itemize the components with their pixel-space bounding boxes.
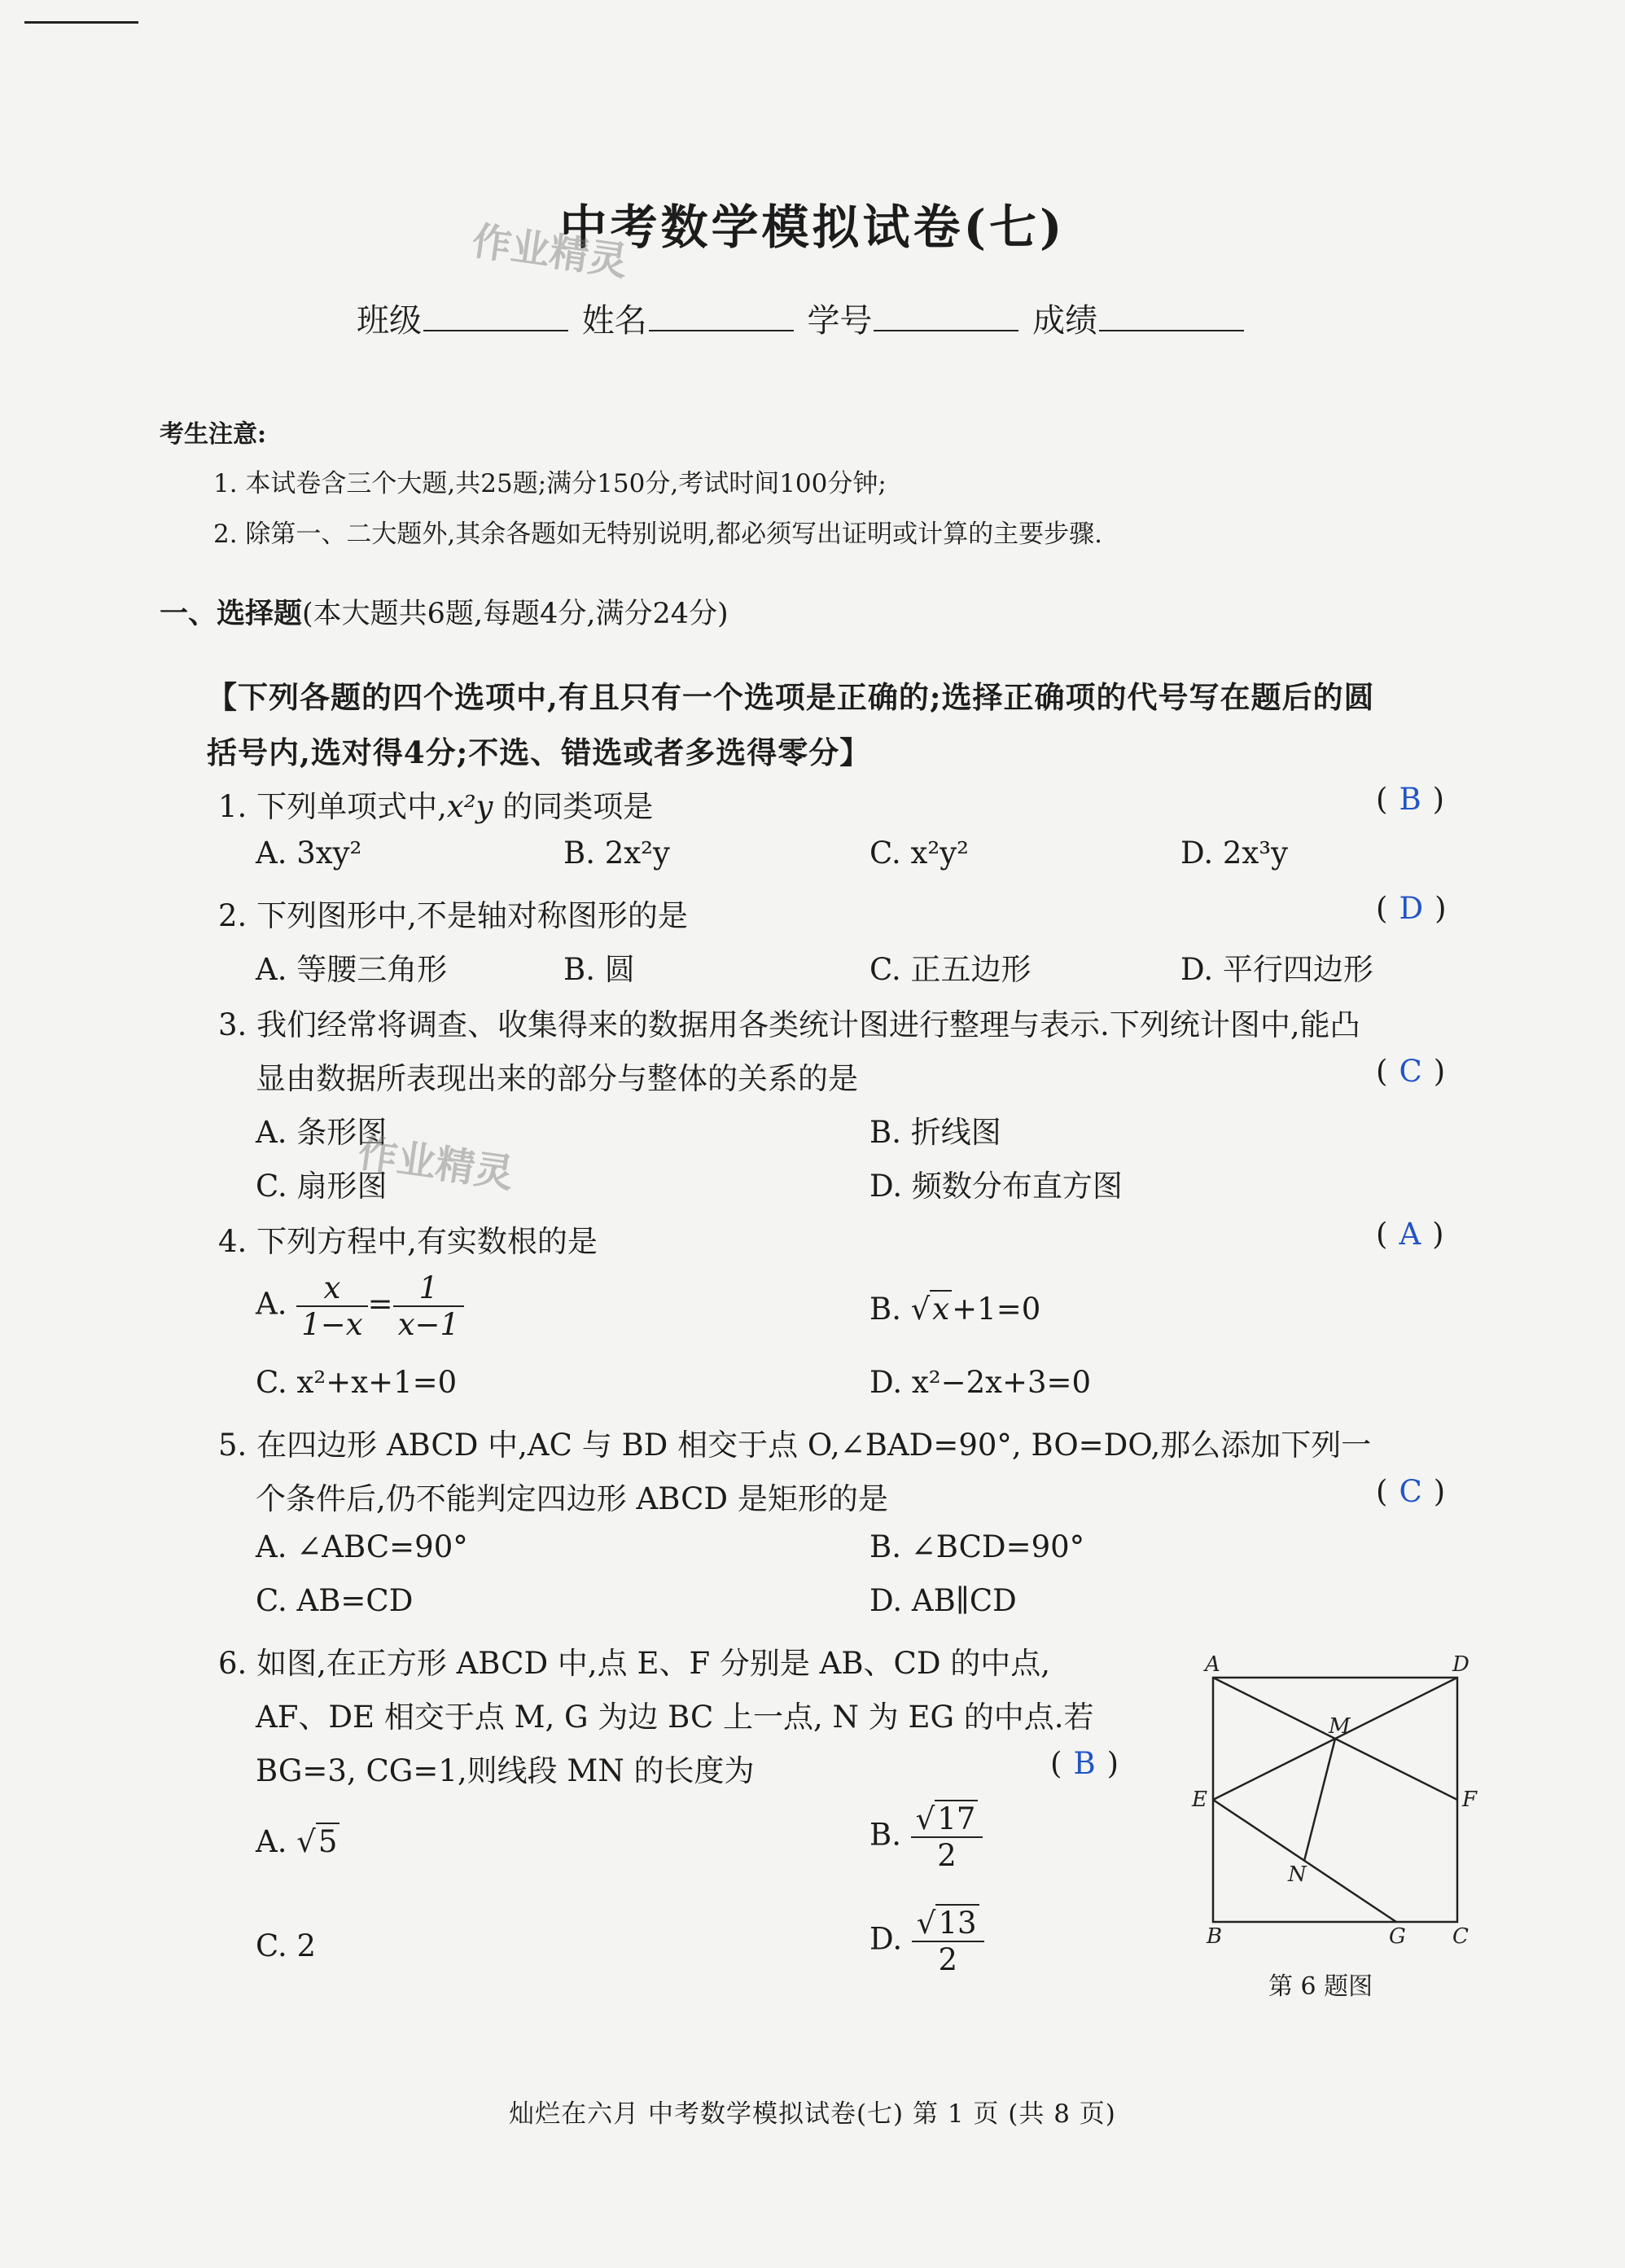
point-label-d: D xyxy=(1452,1652,1470,1677)
point-label-g: G xyxy=(1389,1924,1406,1949)
option-label: B. xyxy=(869,1292,901,1327)
score-label: 成绩 xyxy=(1032,302,1098,340)
radicand: 5 xyxy=(316,1823,340,1859)
section-title: 一、选择题 xyxy=(160,597,303,630)
point-label-f: F xyxy=(1462,1788,1478,1812)
question-5-stem-cont: 个条件后,仍不能判定四边形 ABCD 是矩形的是 xyxy=(256,1481,888,1516)
question-1-prefix: 1. 下列单项式中, xyxy=(218,789,447,824)
denominator: 2 xyxy=(937,1838,957,1873)
option-b: B. 折线图 xyxy=(869,1115,1001,1150)
radicand: x xyxy=(930,1290,952,1327)
option-b xyxy=(869,1801,983,1873)
question-1-expr: x²y xyxy=(446,789,493,824)
answer-letter: C xyxy=(1399,1474,1422,1509)
question-6-stem-cont: BG=3, CG=1,则线段 MN 的长度为 xyxy=(256,1753,755,1788)
option-c: C. 正五边形 xyxy=(869,952,1032,987)
page-footer: 灿烂在六月 中考数学模拟试卷(七) 第 1 页 (共 8 页) xyxy=(509,2099,1116,2129)
answer-letter: C xyxy=(1399,1054,1422,1089)
answer-letter: A xyxy=(1399,1217,1421,1252)
point-label-b: B xyxy=(1207,1924,1223,1949)
question-3-answer: ( C ) xyxy=(1376,1054,1446,1089)
figure-caption: 第 6 题图 xyxy=(1268,1972,1373,2001)
question-2-stem: 2. 下列图形中,不是轴对称图形的是 xyxy=(218,898,688,933)
numerator: x xyxy=(296,1270,367,1307)
option-d: D. 平行四边形 xyxy=(1180,952,1373,987)
option-label: A. xyxy=(256,1824,287,1859)
option-d xyxy=(869,1906,984,1977)
radicand: 17 xyxy=(935,1800,978,1836)
denominator: 2 xyxy=(938,1942,957,1977)
id-label: 学号 xyxy=(807,302,873,340)
option-a: A. ∠ABC=90° xyxy=(256,1529,468,1564)
question-1-suffix: 的同类项是 xyxy=(493,789,654,824)
question-6-stem-cont: AF、DE 相交于点 M, G 为边 BC 上一点, N 为 EG 的中点.若 xyxy=(256,1700,1094,1735)
option-b: B. 圆 xyxy=(563,952,635,987)
point-label-c: C xyxy=(1452,1924,1469,1949)
radicand: 13 xyxy=(935,1904,979,1941)
corner-rule xyxy=(24,21,138,24)
class-blank[interactable] xyxy=(423,305,568,331)
point-label-n: N xyxy=(1288,1862,1307,1887)
option-b: B. 2x²y xyxy=(563,836,670,871)
option-c: C. 2 xyxy=(256,1928,317,1963)
option-c: C. 扇形图 xyxy=(256,1169,388,1204)
numerator: 1 xyxy=(393,1270,464,1307)
question-1-answer: ( B ) xyxy=(1376,782,1445,817)
equals: = xyxy=(367,1286,393,1322)
option-d: D. x²−2x+3=0 xyxy=(869,1365,1092,1400)
point-label-e: E xyxy=(1192,1788,1207,1812)
option-a: A. 条形图 xyxy=(256,1115,388,1150)
question-6-stem: 6. 如图,在正方形 ABCD 中,点 E、F 分别是 AB、CD 的中点, xyxy=(218,1646,1051,1681)
point-label-a: A xyxy=(1205,1652,1220,1677)
student-info-row xyxy=(357,295,1247,341)
answer-letter: B xyxy=(1073,1746,1096,1781)
name-label: 姓名 xyxy=(581,302,647,340)
answer-letter: D xyxy=(1399,891,1424,926)
option-label: D. xyxy=(869,1921,903,1957)
question-4-stem: 4. 下列方程中,有实数根的是 xyxy=(218,1224,598,1259)
option-c: C. AB=CD xyxy=(256,1583,414,1618)
fraction: $\frac{√17}{2}$ xyxy=(911,1801,983,1873)
option-a: A. √5 xyxy=(256,1824,339,1859)
question-2-answer: ( D ) xyxy=(1376,891,1447,926)
option-d: D. 频数分布直方图 xyxy=(869,1169,1123,1204)
segment-mn xyxy=(1304,1739,1335,1861)
section-subtitle: (本大题共6题,每题4分,满分24分) xyxy=(302,598,729,630)
fraction xyxy=(393,1270,464,1342)
option-d: D. 2x³y xyxy=(1180,836,1289,871)
question-3-stem-cont: 显由数据所表现出来的部分与整体的关系的是 xyxy=(256,1061,858,1096)
question-5-answer: ( C ) xyxy=(1376,1474,1446,1509)
notice-item: 1. 本试卷含三个大题,共25题;满分150分,考试时间100分钟; xyxy=(213,469,887,498)
page-title: 中考数学模拟试卷(七) xyxy=(559,200,1066,255)
watermark: 作业精灵 xyxy=(469,217,631,286)
option-a: A. 等腰三角形 xyxy=(256,952,448,987)
name-blank[interactable] xyxy=(649,305,794,331)
fraction: $\frac{√13}{2}$ xyxy=(912,1906,984,1977)
option-b: B. √x+1=0 xyxy=(869,1292,1041,1327)
question-1-stem xyxy=(218,782,653,826)
question-5-stem: 5. 在四边形 ABCD 中,AC 与 BD 相交于点 O,∠BAD=90°, BO=DO,那么添加下列一 xyxy=(218,1428,1372,1463)
option-d: D. AB∥CD xyxy=(869,1583,1017,1618)
question-4-answer: ( A ) xyxy=(1376,1217,1444,1252)
option-label: B. xyxy=(869,1817,901,1853)
option-a: A. 3xy² xyxy=(256,836,362,871)
denominator: x−1 xyxy=(397,1307,460,1342)
question-6-figure xyxy=(1180,1652,1478,1963)
fraction xyxy=(296,1270,367,1342)
question-6-answer: ( B ) xyxy=(1050,1746,1119,1781)
id-blank[interactable] xyxy=(874,305,1018,331)
option-b: B. ∠BCD=90° xyxy=(869,1529,1085,1564)
option-rest: +1=0 xyxy=(952,1292,1041,1327)
instructions-line: 括号内,选对得4分;不选、错选或者多选得零分】 xyxy=(207,735,871,770)
score-blank[interactable] xyxy=(1099,305,1244,331)
class-label: 班级 xyxy=(357,302,422,340)
answer-letter: B xyxy=(1399,782,1421,817)
denominator: 1−x xyxy=(301,1307,363,1342)
option-c: C. x²+x+1=0 xyxy=(256,1365,458,1400)
option-label: A. xyxy=(256,1286,287,1322)
instructions-line: 【下列各题的四个选项中,有且只有一个选项是正确的;选择正确项的代号写在题后的圆 xyxy=(207,679,1375,715)
option-a xyxy=(256,1270,464,1342)
point-label-m: M xyxy=(1329,1714,1351,1739)
watermark: 作业精灵 xyxy=(355,1130,517,1198)
section-heading xyxy=(160,591,729,632)
notice-heading: 考生注意: xyxy=(160,420,267,449)
option-c: C. x²y² xyxy=(869,836,969,871)
notice-item: 2. 除第一、二大题外,其余各题如无特别说明,都必须写出证明或计算的主要步骤. xyxy=(213,520,1102,549)
question-3-stem: 3. 我们经常将调查、收集得来的数据用各类统计图进行整理与表示.下列统计图中,能凸 xyxy=(218,1007,1360,1042)
